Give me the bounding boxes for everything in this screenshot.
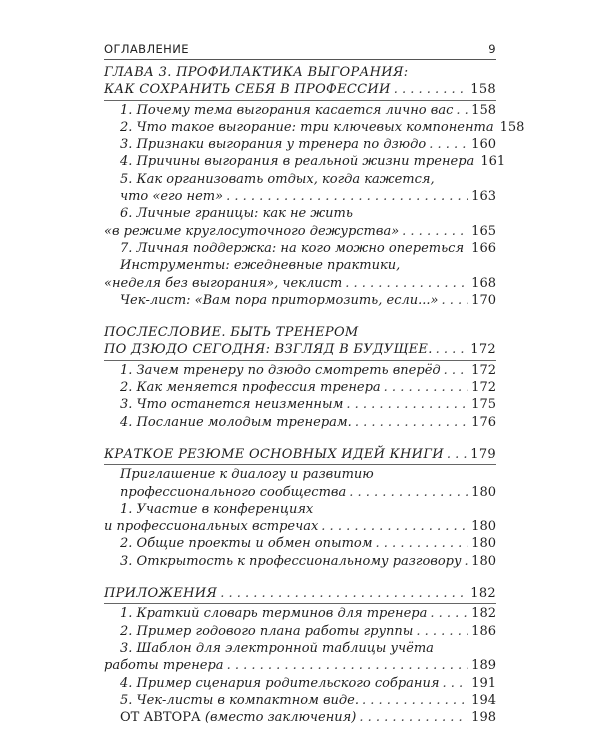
- entry-page-number: 160: [471, 137, 496, 153]
- entry-line: [104, 379, 496, 396]
- toc-entry: [104, 605, 496, 622]
- dot-leader: [456, 102, 468, 119]
- section-heading-line: [104, 324, 496, 341]
- entry-text: 5. Чек-листы в компактном виде.: [120, 692, 359, 708]
- toc-section: [104, 64, 525, 309]
- dot-leader: [447, 446, 467, 463]
- section-rule: [104, 603, 496, 604]
- toc-entry: [104, 553, 496, 570]
- entry-page-number: 176: [471, 414, 496, 430]
- entry-line: [104, 640, 496, 657]
- entry-line: [104, 153, 506, 170]
- toc-entry: [104, 396, 496, 413]
- entry-text: 4. Пример сценария родительского собрания: [120, 675, 440, 691]
- section-rule: [104, 464, 496, 465]
- entry-line: [104, 623, 496, 640]
- entry-page-number: 172: [471, 380, 496, 396]
- entry-text: 4. Причины выгорания в реальной жизни тренера: [120, 154, 475, 170]
- section-page-number: 179: [470, 446, 496, 462]
- dot-leader: [467, 240, 468, 257]
- toc-entry: [104, 362, 496, 379]
- entry-page-number: 168: [471, 275, 496, 291]
- entry-line: [104, 535, 496, 552]
- toc-entry: [104, 675, 496, 692]
- entry-text: 2. Пример годового плана работы группы: [120, 623, 414, 639]
- table-of-contents: [104, 64, 525, 741]
- entry-text: 1. Участие в конференциях: [120, 501, 314, 517]
- entry-text: 7. Личная поддержка: на кого можно опереться: [120, 240, 465, 256]
- section-heading-line: [104, 81, 496, 98]
- entry-line: [104, 692, 496, 709]
- entry-page-number: 180: [471, 484, 496, 500]
- entry-text: Приглашение к диалогу и развитию: [120, 467, 374, 483]
- section-heading-text: КРАТКОЕ РЕЗЮМЕ ОСНОВНЫХ ИДЕЙ КНИГИ: [104, 446, 444, 462]
- entry-text: 2. Как меняется профессия тренера: [120, 380, 381, 396]
- toc-entry: [104, 379, 496, 396]
- entry-page-number: 175: [471, 397, 496, 413]
- running-head: [104, 42, 496, 60]
- entry-page-number: 166: [471, 240, 496, 256]
- toc-section: [104, 446, 496, 570]
- running-head-title: ОГЛАВЛЕНИЕ: [104, 42, 189, 56]
- entry-line: [104, 119, 525, 136]
- entry-text: 2. Что такое выгорание: три ключевых компонента: [120, 119, 494, 135]
- dot-leader: [430, 605, 468, 622]
- entry-line: [104, 275, 496, 292]
- dot-leader: [444, 362, 469, 379]
- dot-leader: [355, 414, 468, 431]
- dot-leader: [429, 136, 468, 153]
- entry-page-number: 158: [499, 119, 525, 135]
- section-heading-line: [104, 64, 496, 81]
- dot-leader: [220, 585, 467, 602]
- dot-leader: [384, 379, 469, 396]
- section-heading-text: ПРИЛОЖЕНИЯ: [104, 586, 218, 602]
- entry-line: [104, 484, 496, 501]
- toc-section: [104, 324, 496, 431]
- entry-page-number: 186: [471, 623, 496, 639]
- entry-page-number: 180: [471, 536, 496, 552]
- entry-text: «в режиме круглосуточного дежурства»: [104, 223, 400, 239]
- dot-leader: [442, 292, 469, 309]
- section-heading-text: ГЛАВА 3. ПРОФИЛАКТИКА ВЫГОРАНИЯ:: [104, 65, 409, 80]
- entry-text: «неделя без выгорания», чеклист: [104, 275, 343, 291]
- entry-line: [104, 362, 496, 379]
- entry-line: [104, 205, 496, 222]
- dot-leader: [436, 341, 468, 358]
- section-rule: [104, 360, 496, 361]
- entry-page-number: 180: [471, 519, 496, 535]
- toc-entry: [104, 171, 496, 206]
- dot-leader: [402, 223, 468, 240]
- dot-leader: [227, 657, 469, 674]
- section-page-number: 158: [470, 82, 496, 98]
- entry-line: [104, 657, 496, 674]
- toc-entry: [104, 501, 496, 536]
- toc-entry: [104, 692, 496, 709]
- dot-leader: [346, 396, 468, 413]
- entry-line: [104, 171, 496, 188]
- section-heading-text: ПОСЛЕСЛОВИЕ. БЫТЬ ТРЕНЕРОМ: [104, 325, 359, 341]
- page-number: 9: [488, 42, 496, 56]
- toc-entry: [104, 623, 496, 640]
- entry-text: что «его нет»: [120, 189, 224, 205]
- dot-leader: [416, 623, 468, 640]
- entry-text: 3. Открытость к профессиональному разговору: [120, 553, 462, 569]
- entry-page-number: 163: [471, 189, 496, 205]
- entry-page-number: 161: [480, 154, 506, 170]
- toc-entry: [104, 414, 496, 431]
- entry-page-number: 189: [471, 658, 496, 674]
- entry-page-number: 194: [471, 692, 496, 708]
- toc-entry: [104, 205, 496, 240]
- entry-line: [104, 257, 496, 274]
- dot-leader: [345, 275, 468, 292]
- dot-leader: [359, 709, 468, 726]
- entry-text-upright: ОТ АВТОРА: [120, 710, 201, 726]
- toc-entry: [104, 535, 496, 552]
- entry-line: [104, 605, 496, 622]
- entry-line: [104, 709, 496, 726]
- entry-line: [104, 136, 496, 153]
- entry-line: [104, 414, 496, 431]
- section-page-number: 182: [470, 586, 496, 602]
- toc-section: [104, 585, 496, 726]
- entry-page-number: 170: [471, 292, 496, 308]
- entry-page-number: 180: [471, 553, 496, 569]
- entry-text-tail: (вместо заключения): [200, 710, 357, 726]
- entry-line: [104, 553, 496, 570]
- toc-entry: [104, 709, 496, 726]
- dot-leader: [442, 675, 468, 692]
- toc-entry: [104, 119, 525, 136]
- section-heading-line: [104, 446, 496, 463]
- section-heading-line: [104, 341, 496, 358]
- section-heading-line: [104, 585, 496, 602]
- entry-text: 3. Признаки выгорания у тренера по дзюдо: [120, 137, 427, 153]
- entry-page-number: 158: [471, 102, 496, 118]
- dot-leader: [394, 81, 468, 98]
- entry-line: [104, 240, 496, 257]
- entry-page-number: 182: [471, 606, 496, 622]
- toc-entry: [104, 240, 496, 257]
- entry-line: [104, 396, 496, 413]
- section-page-number: 172: [470, 342, 496, 358]
- entry-line: [104, 501, 496, 518]
- entry-line: [104, 223, 496, 240]
- entry-page-number: 172: [471, 362, 496, 378]
- toc-entry: [104, 153, 506, 170]
- entry-page-number: 191: [471, 675, 496, 691]
- entry-text: 6. Личные границы: как не жить: [120, 206, 353, 222]
- entry-line: [104, 188, 496, 205]
- toc-entry: [104, 640, 496, 675]
- dot-leader: [226, 188, 468, 205]
- entry-text: 2. Общие проекты и обмен опытом: [120, 536, 373, 552]
- entry-line: [104, 292, 496, 309]
- dot-leader: [321, 518, 468, 535]
- section-heading-text: ПО ДЗЮДО СЕГОДНЯ: ВЗГЛЯД В БУДУЩЕЕ.: [104, 342, 433, 358]
- entry-line: [104, 466, 496, 483]
- entry-text: Чек-лист: «Вам пора притормозить, если...»: [120, 292, 439, 308]
- entry-text: [120, 709, 356, 726]
- dot-leader: [362, 692, 468, 709]
- entry-line: [104, 675, 496, 692]
- toc-entry: [104, 292, 496, 309]
- entry-line: [104, 518, 496, 535]
- entry-text: 1. Почему тема выгорания касается лично вас: [120, 102, 454, 118]
- entry-text: 5. Как организовать отдых, когда кажется,: [120, 171, 435, 187]
- toc-entry: [104, 466, 496, 501]
- entry-text: профессионального сообщества: [120, 484, 347, 500]
- entry-text: 3. Шаблон для электронной таблицы учёта: [120, 640, 434, 656]
- toc-entry: [104, 102, 496, 119]
- section-rule: [104, 100, 496, 101]
- section-heading-text: КАК СОХРАНИТЬ СЕБЯ В ПРОФЕССИИ: [104, 82, 391, 98]
- toc-entry: [104, 136, 496, 153]
- dot-leader: [465, 553, 469, 570]
- entry-text: 1. Зачем тренеру по дзюдо смотреть вперёд: [120, 362, 441, 378]
- entry-line: [104, 102, 496, 119]
- entry-page-number: 165: [471, 223, 496, 239]
- entry-page-number: 198: [471, 710, 496, 726]
- toc-entry: [104, 257, 496, 292]
- entry-text: 1. Краткий словарь терминов для тренера: [120, 606, 428, 622]
- entry-text: Инструменты: ежедневные практики,: [120, 258, 401, 274]
- entry-text: и профессиональных встречах: [104, 519, 319, 535]
- entry-text: 3. Что останется неизменным: [120, 397, 344, 413]
- dot-leader: [376, 535, 469, 552]
- entry-text: работы тренера: [104, 658, 224, 674]
- dot-leader: [349, 484, 468, 501]
- entry-text: 4. Послание молодым тренерам.: [120, 414, 352, 430]
